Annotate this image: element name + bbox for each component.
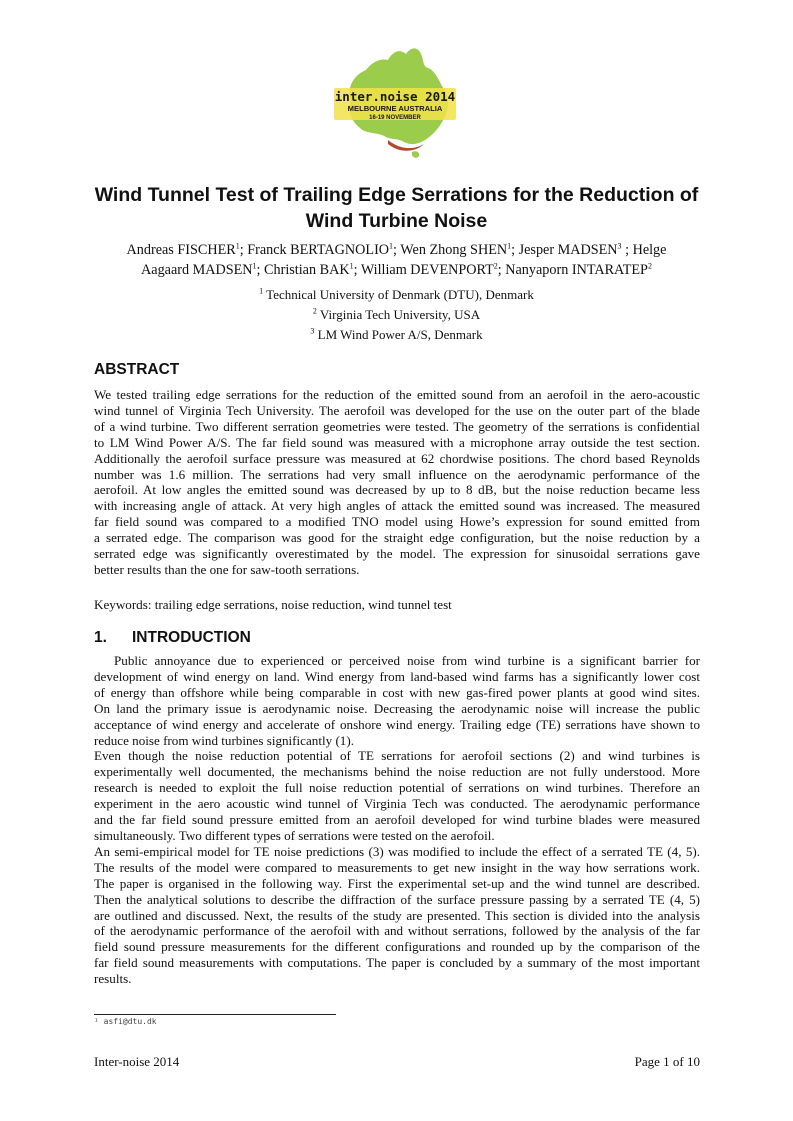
author-name: Nanyaporn INTARATEP xyxy=(505,261,648,278)
title-line-2: Wind Turbine Noise xyxy=(305,210,488,232)
text-line: field sound pressure measurements for the different configurations and rounded up by the comparison of the xyxy=(94,939,700,955)
text-line: are outlined and discussed. Next, the results of the study are presented. This section is divided into the analysis xyxy=(94,907,700,923)
author-line-2 xyxy=(80,261,713,281)
author-separator: ; xyxy=(353,261,361,278)
footer-conference: Inter-noise 2014 xyxy=(94,1054,180,1069)
text-line: better results than the one for saw-tooth serrations. xyxy=(94,561,360,577)
section-title: INTRODUCTION xyxy=(132,629,251,646)
affiliation xyxy=(150,325,643,345)
keywords: Keywords: trailing edge serrations, noise reduction, wind tunnel test xyxy=(94,597,452,612)
author-separator: ; xyxy=(239,242,248,258)
affiliation-marker: 3 xyxy=(310,326,315,336)
logo-line1: inter.noise 2014 xyxy=(334,89,456,104)
text-line: far field sound measurements with computations. The paper is concluded by a summary of the most important xyxy=(94,955,700,971)
text-line: experimentally well documented, the mechanisms behind the noise reduction are not fully understood. More xyxy=(94,764,700,780)
author-affiliation-marker: 3 xyxy=(617,241,622,251)
conference-logo xyxy=(330,44,460,164)
author-list xyxy=(80,241,713,280)
text-line: of the aerodynamic performance of the aerofoil with and without serrations, followed by the analysis of the far xyxy=(94,923,700,939)
text-line: An semi-empirical model for TE noise predictions (3) was modified to include the effect of a serrated TE (4, 5). xyxy=(94,843,700,859)
affiliation-text: LM Wind Power A/S, Denmark xyxy=(314,327,483,342)
text-line: Additionally the aerofoil surface pressure was measured at 62 chordwise positions. The chord based Reynolds xyxy=(94,450,700,466)
text-line: wind tunnel of Virginia Tech University. The aerofoil was developed for the use on the outer part of the blade xyxy=(94,402,700,418)
footnote: ¹ asfi@dtu.dk xyxy=(94,1017,157,1026)
australia-map-logo xyxy=(330,44,460,164)
text-line: experiment in the aero acoustic wind tunnel of Virginia Tech was conducted. The aerodynamic performance xyxy=(94,796,700,812)
text-line: and the far field sound pressure emitted from an aerofoil developed for wind turbine blades were measured xyxy=(94,812,700,828)
author-affiliation-marker: 1 xyxy=(389,241,394,251)
text-line: reduce noise from wind turbines significantly (1). xyxy=(94,732,354,748)
paper-title xyxy=(60,182,733,234)
text-line: results. xyxy=(94,971,132,987)
author-affiliation-marker: 1 xyxy=(252,260,257,270)
abstract-body xyxy=(94,387,700,578)
author-name: Christian BAK xyxy=(264,261,350,278)
text-line: to LM Wind Power A/S. The far field sound was measured with a microphone array outside the test section. xyxy=(94,434,700,450)
text-line: far field sound was compared to a modified TNO model using Howe’s expression for sound emitted from xyxy=(94,514,700,530)
footer-page-number: Page 1 of 10 xyxy=(634,1054,700,1069)
text-line: serrated edge was significantly overestimated by the model. The expression for sinusoidal serrations gave xyxy=(94,546,700,562)
author-separator: ; Helge xyxy=(621,242,667,258)
author-name: Franck BERTAGNOLIO xyxy=(247,242,390,258)
text-line: aerofoil. At low angles the emitted sound was decreased by up to 8 dB, but the noise reduction became less xyxy=(94,482,700,498)
affiliation xyxy=(150,285,643,305)
affiliation-text: Technical University of Denmark (DTU), Denmark xyxy=(263,287,534,302)
text-line: Even though the noise reduction potential of TE serrations for aerofoil sections (2) and wind turbines is xyxy=(94,748,700,764)
author-separator: ; xyxy=(256,261,265,278)
author-separator: ; xyxy=(511,242,519,258)
author-affiliation-marker: 2 xyxy=(493,260,498,270)
author-line-1 xyxy=(80,241,713,261)
logo-line3: 16-19 NOVEMBER xyxy=(369,115,421,121)
author-separator: ; xyxy=(393,242,401,258)
text-line: On land the primary issue is aerodynamic noise. Decreasing the aerodynamic noise will increase the public xyxy=(94,700,700,716)
abstract-heading: ABSTRACT xyxy=(94,361,180,378)
author-affiliation-marker: 1 xyxy=(235,241,240,251)
text-line: of a wind turbine. Two different serration geometries were tested. The geometry of the serrations is confidential xyxy=(94,418,700,434)
introduction-heading xyxy=(94,629,251,647)
author-name: William DEVENPORT xyxy=(360,261,494,278)
footnote-rule xyxy=(94,1014,336,1015)
author-name: Aagaard MADSEN xyxy=(141,261,253,278)
text-line: acceptance of wind energy and accelerate of onshore wind energy. Trailing edge (TE) serrations have shown to xyxy=(94,716,700,732)
author-name: Jesper MADSEN xyxy=(518,242,618,258)
text-line: number was 1.6 million. The serrations had very small influence on the aerodynamic performance of the xyxy=(94,466,700,482)
author-affiliation-marker: 1 xyxy=(349,260,354,270)
author-affiliation-marker: 1 xyxy=(507,241,512,251)
title-line-1: Wind Tunnel Test of Trailing Edge Serrations for the Reduction of xyxy=(94,184,699,206)
author-separator: ; xyxy=(497,261,506,278)
text-line: We tested trailing edge serrations for the reduction of the emitted sound from an aerofoil in the aero-acoustic xyxy=(94,387,700,402)
section-number: 1. xyxy=(94,629,107,646)
affiliation-text: Virginia Tech University, USA xyxy=(316,307,481,322)
text-line: research is needed to exploit the full noise reduction potential of serrations on wind turbines. Therefore an xyxy=(94,780,700,796)
author-name: Andreas FISCHER xyxy=(126,242,236,258)
author-affiliation-marker: 2 xyxy=(647,260,652,270)
text-line: Then the analytical solutions to describe the diffraction of the surface pressure passing by a serrated TE (4, 5) xyxy=(94,891,700,907)
logo-line2: MELBOURNE AUSTRALIA xyxy=(347,104,443,113)
introduction-body xyxy=(94,653,700,987)
text-line: Public annoyance due to experienced or perceived noise from wind turbine is a significant barrier for xyxy=(114,653,700,668)
affiliation-marker: 1 xyxy=(259,286,264,296)
affiliation-marker: 2 xyxy=(312,306,317,316)
author-name: Wen Zhong SHEN xyxy=(400,242,508,258)
text-line: simultaneously. Two different types of serrations were tested on the aerofoil. xyxy=(94,827,495,843)
text-line: The results of the model were compared to measurements to get new insight in the way how serrations work. xyxy=(94,859,700,875)
text-line: The paper is organised in the following way. First the experimental set-up and the wind tunnel are described. xyxy=(94,875,700,891)
affiliation-list xyxy=(150,285,643,345)
affiliation xyxy=(150,305,643,325)
text-line: with increasing angle of attack. At very high angles of attack the emitted sound was increased. The measured xyxy=(94,498,700,514)
text-line: of energy than offshore while being comparable in cost with new gas-fired power plants at good wind sites. xyxy=(94,684,700,700)
text-line: a serrated edge. The comparison was good for the straight edge configuration, but the noise reduction by a xyxy=(94,530,700,546)
text-line: development of wind energy on land. Wind energy from land-based wind farms has a significantly lower cost xyxy=(94,668,700,684)
